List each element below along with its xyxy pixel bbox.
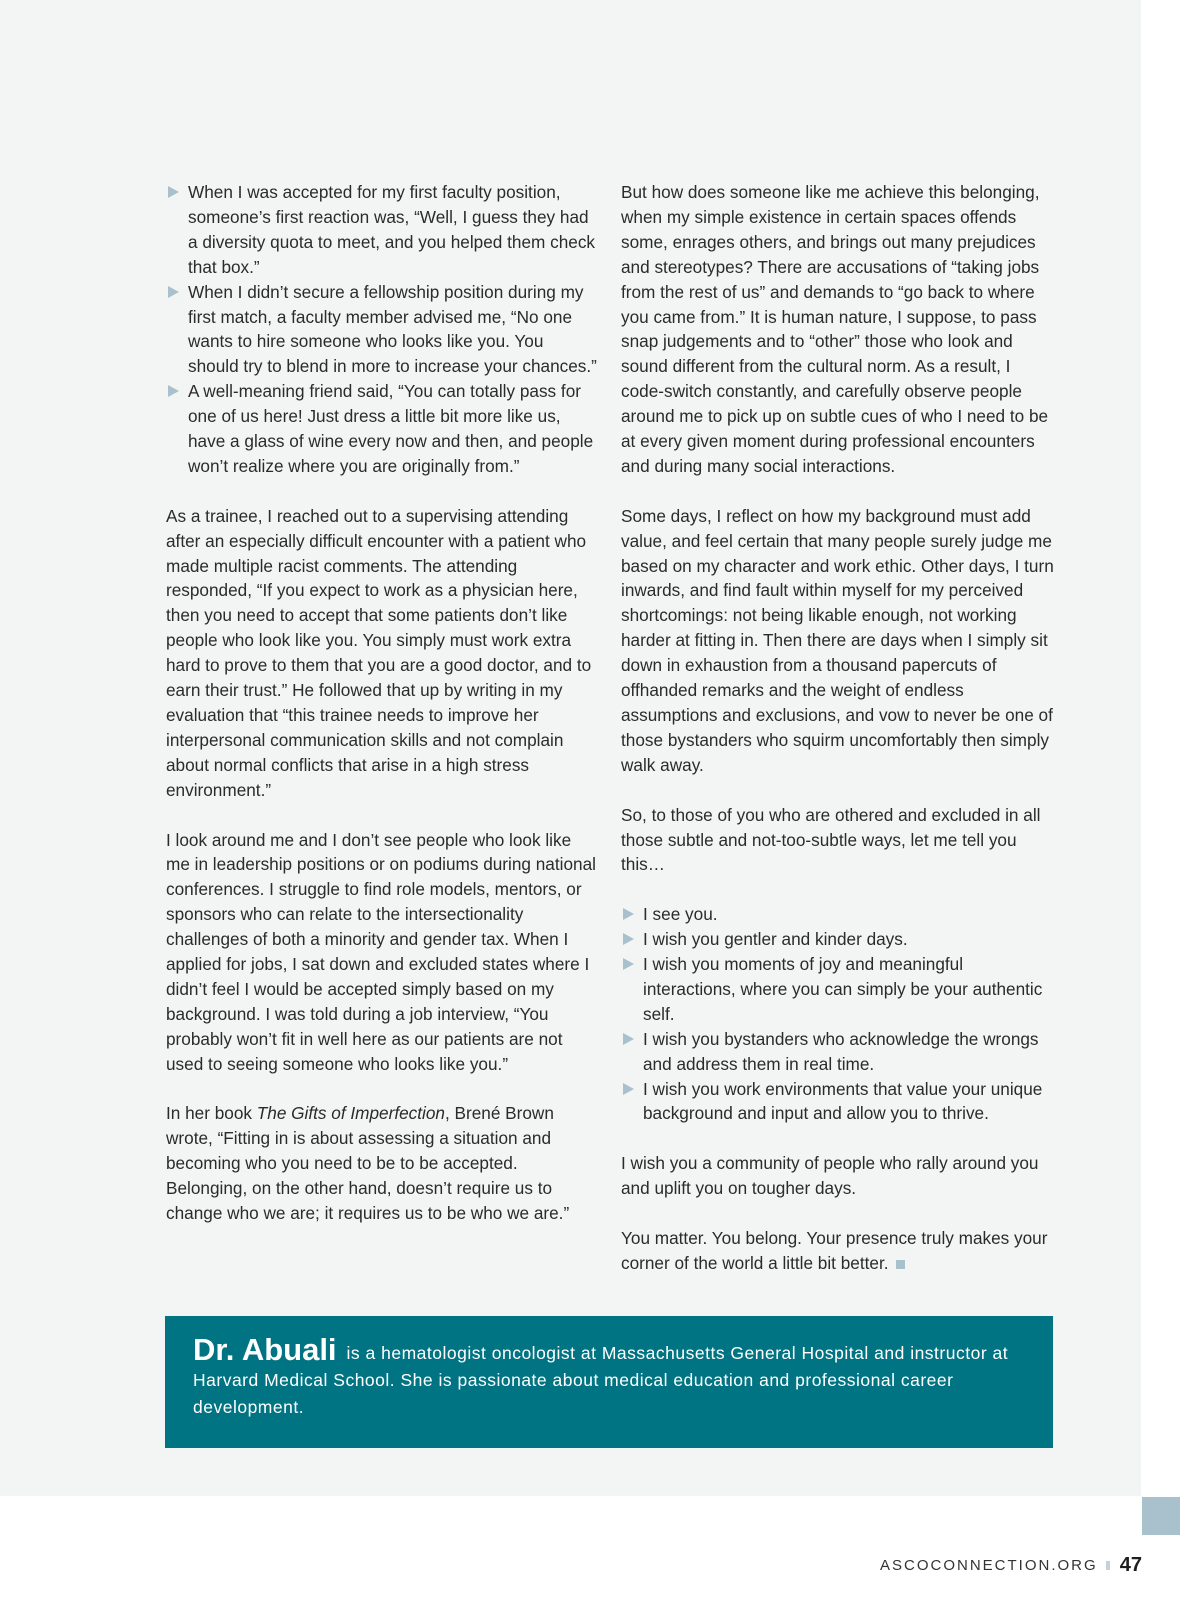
list-item: [166, 280, 598, 380]
paragraph-to-those: So, to those of you who are othered and excluded in all those subtle and not-too-subtle ways, let me tell you this…: [621, 804, 1041, 875]
triangle-bullet-icon: [623, 1033, 634, 1045]
book-title: The Gifts of Imperfection: [256, 1103, 445, 1124]
triangle-bullet-icon: [623, 933, 634, 945]
paragraph-trainee: As a trainee, I reached out to a supervising attending after an especially difficult encounter with a patient who made multiple racist comments. The attending responded, “If you expect to work as a physician here, then you need to accept that some patients don’t like people who look like you. You simply must work extra hard to prove to them that you are a good doctor, and to earn their trust.” He followed that up by writing in my evaluation that “this trainee needs to improve her interpersonal communication skills and not complain about normal conflicts that arise in a high stress environment.”: [166, 505, 592, 800]
triangle-bullet-icon: [623, 908, 634, 920]
paragraph-you-matter: [621, 1226, 1056, 1276]
book-intro-text: In her book: [166, 1103, 257, 1124]
list-item: [166, 379, 598, 479]
triangle-bullet-icon: [168, 186, 179, 198]
triangle-bullet-icon: [623, 958, 634, 970]
list-item-text: I wish you bystanders who acknowledge the wrongs and address them in real time.: [643, 1028, 1039, 1074]
paragraph-some-days: Some days, I reflect on how my background must add value, and feel certain that many people surely judge me based on my character and work ethic. Other days, I turn inwards, and find fault within myself for my perceived shortcomings: not being likable enough, not working harder at fitting in. Then there are days when I simply sit down in exhaustion from a thousand papercuts of offhanded remarks and the weight of endless assumptions and exclusions, and vow to never be one of those bystanders who squirm uncomfortably then simply walk away.: [621, 505, 1054, 775]
square-separator-icon: [1106, 1561, 1110, 1570]
list-item: [621, 927, 1056, 952]
page-number: 47: [1119, 1553, 1142, 1576]
book-quote-text: , Brené Brown wrote, “Fitting in is about assessing a situation and becoming who you need to be to be accepted. Belonging, on the other hand, doesn’t require us to change who we are; it requires us to be who we are.”: [166, 1103, 570, 1224]
list-item-text: I wish you moments of joy and meaningful interactions, where you can simply be your authentic self.: [643, 954, 1043, 1024]
list-item-text: When I didn’t secure a fellowship position during my first match, a faculty member advised me, “No one wants to hire someone who looks like you. You should try to blend in more to increase your chances.”: [188, 281, 597, 377]
triangle-bullet-icon: [168, 286, 179, 298]
paragraph-book-quote: [166, 1101, 598, 1226]
article-column-left: [166, 180, 598, 1251]
list-item-text: When I was accepted for my first faculty position, someone’s first reaction was, “Well, I guess they had a diversity quota to meet, and you helped them check that box.”: [188, 182, 596, 277]
paragraph-belonging: But how does someone like me achieve this belonging, when my simple existence in certain spaces offends some, enrages others, and brings out many prejudices and stereotypes? There are accusations of “taking jobs from the rest of us” and demands to “go back to where you came from.” It is human nature, I suppose, to pass snap judgements and to “other” those who look and sound different from the cultural norm. As a result, I code-switch constantly, and carefully observe people around me to pick up on subtle cues of who I need to be at every given moment during professional encounters and during many social interactions.: [621, 182, 1049, 476]
list-item: [621, 1077, 1056, 1127]
author-name: Dr. Abuali: [193, 1332, 337, 1367]
paragraph-community: I wish you a community of people who rally around you and uplift you on tougher days.: [621, 1153, 1039, 1199]
triangle-bullet-icon: [623, 1083, 634, 1095]
list-item: [621, 1027, 1056, 1077]
end-of-article-icon: [896, 1260, 905, 1269]
corner-accent-block: [1142, 1497, 1180, 1535]
author-bio-text: is a hematologist oncologist at Massachusetts General Hospital and instructor at Harvard Medical School. She is passionate about medical education and professional career development.: [193, 1343, 1009, 1417]
list-item: [621, 952, 1056, 1027]
footer-site-link[interactable]: ASCOCONNECTION.ORG: [880, 1556, 1098, 1574]
list-item-text: I wish you gentler and kinder days.: [643, 929, 908, 950]
list-item: [621, 902, 1056, 927]
wishes-list: [621, 902, 1056, 1126]
experiences-list: [166, 180, 598, 479]
article-column-right: [621, 180, 1056, 1301]
paragraph-look-around: I look around me and I don’t see people who look like me in leadership positions or on podiums during national conferences. I struggle to find role models, mentors, or sponsors who can relate to the intersectionality challenges of both a minority and gender tax. When I applied for jobs, I sat down and excluded states where I didn’t feel I would be accepted simply based on my background. I was told during a job interview, “You probably won’t fit in well here as our patients are not used to seeing someone who looks like you.”: [166, 829, 596, 1074]
triangle-bullet-icon: [168, 385, 179, 397]
list-item: [166, 180, 598, 280]
list-item-text: A well-meaning friend said, “You can totally pass for one of us here! Just dress a little bit more like us, have a glass of wine every now and then, and people won’t realize where you are originally from.”: [188, 381, 594, 476]
page-footer: [880, 1550, 1142, 1580]
closing-text: You matter. You belong. Your presence truly makes your corner of the world a little bit better.: [621, 1227, 1048, 1273]
list-item-text: I wish you work environments that value your unique background and input and allow you to thrive.: [643, 1078, 1043, 1124]
list-item-text: I see you.: [643, 904, 718, 925]
author-bio-box: [165, 1316, 1053, 1448]
